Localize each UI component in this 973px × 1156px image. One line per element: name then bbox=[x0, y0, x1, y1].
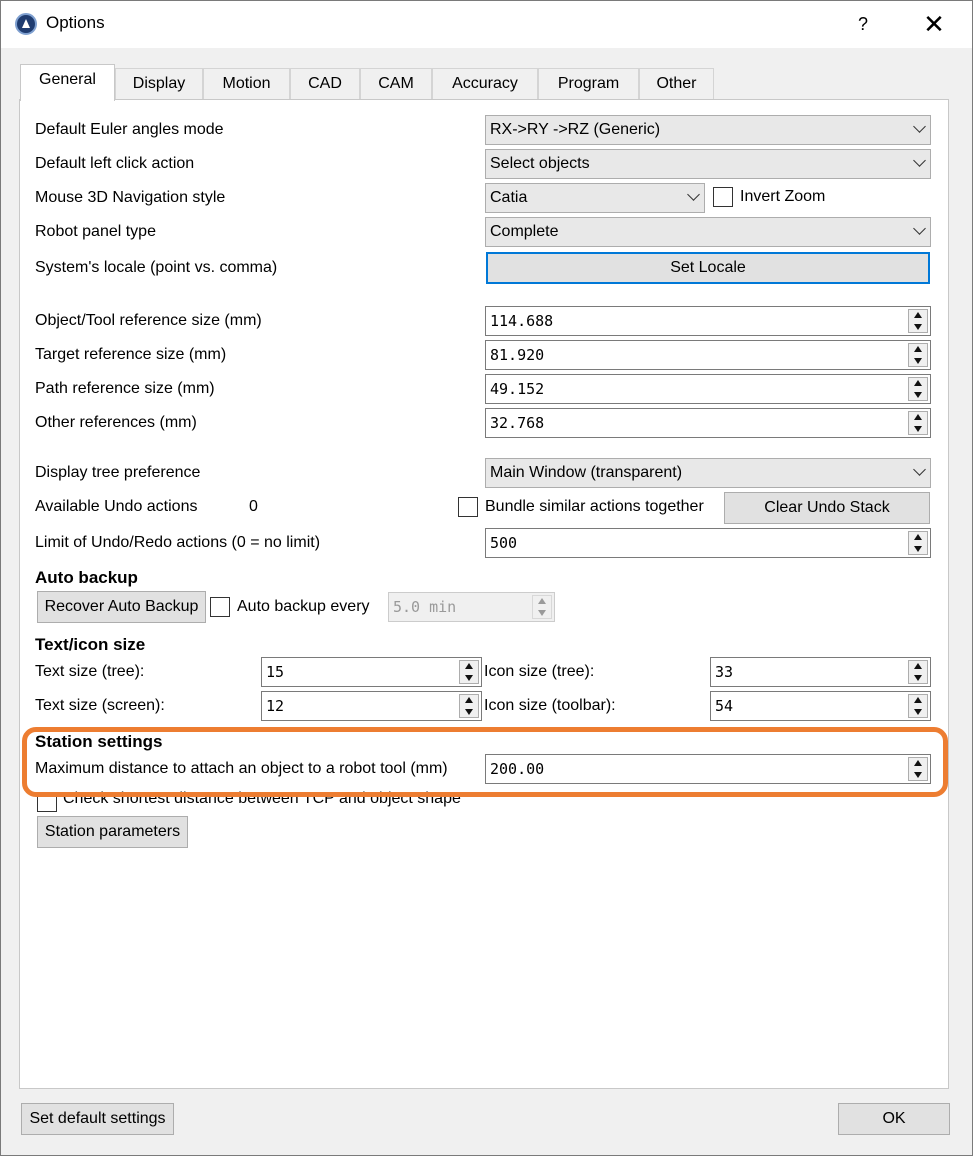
chevron-down-icon bbox=[687, 188, 700, 201]
text-size-screen-label: Text size (screen): bbox=[35, 697, 165, 714]
tab-display[interactable]: Display bbox=[115, 68, 203, 100]
spin-arrows-icon bbox=[532, 595, 552, 619]
tree-pref-select[interactable] bbox=[485, 458, 931, 488]
other-ref-value: 32.768 bbox=[490, 414, 545, 432]
nav-style-label: Mouse 3D Navigation style bbox=[35, 189, 226, 206]
other-ref-label: Other references (mm) bbox=[35, 414, 197, 431]
target-ref-value: 81.920 bbox=[490, 346, 545, 364]
ok-button[interactable]: OK bbox=[838, 1103, 950, 1135]
title-bar bbox=[0, 0, 973, 48]
icon-size-tree-value: 33 bbox=[715, 663, 734, 681]
spin-arrows-icon[interactable] bbox=[908, 411, 928, 435]
spin-arrows-icon[interactable] bbox=[908, 531, 928, 555]
icon-size-tree-input[interactable] bbox=[710, 657, 931, 687]
tab-other[interactable]: Other bbox=[639, 68, 714, 100]
recover-backup-button[interactable]: Recover Auto Backup bbox=[37, 591, 206, 623]
spin-arrows-icon[interactable] bbox=[459, 694, 479, 718]
undo-limit-value: 500 bbox=[490, 534, 518, 552]
euler-mode-select[interactable] bbox=[485, 115, 931, 145]
app-icon bbox=[15, 13, 37, 35]
icon-size-toolbar-value: 54 bbox=[715, 697, 734, 715]
spin-arrows-icon[interactable] bbox=[908, 343, 928, 367]
robot-panel-select[interactable] bbox=[485, 217, 931, 247]
tab-cad[interactable]: CAD bbox=[290, 68, 360, 100]
spin-arrows-icon[interactable] bbox=[459, 660, 479, 684]
undo-limit-label: Limit of Undo/Redo actions (0 = no limit) bbox=[35, 534, 321, 551]
spin-arrows-icon[interactable] bbox=[908, 660, 928, 684]
check-tcp-checkbox[interactable] bbox=[37, 792, 57, 812]
spin-arrows-icon[interactable] bbox=[908, 309, 928, 333]
text-size-screen-value: 12 bbox=[266, 697, 285, 715]
tree-pref-label: Display tree preference bbox=[35, 464, 201, 481]
set-default-button[interactable]: Set default settings bbox=[21, 1103, 174, 1135]
help-button[interactable]: ? bbox=[857, 14, 868, 34]
invert-zoom-checkbox[interactable] bbox=[713, 187, 733, 207]
chevron-down-icon bbox=[913, 154, 926, 167]
left-click-value: Select objects bbox=[490, 155, 590, 172]
text-size-screen-input[interactable] bbox=[261, 691, 482, 721]
tree-pref-value: Main Window (transparent) bbox=[490, 464, 683, 481]
window-title: Options bbox=[46, 13, 105, 32]
nav-style-value: Catia bbox=[490, 189, 528, 206]
chevron-down-icon bbox=[913, 222, 926, 235]
chevron-down-icon bbox=[913, 463, 926, 476]
left-click-label: Default left click action bbox=[35, 155, 195, 172]
text-size-tree-label: Text size (tree): bbox=[35, 663, 145, 680]
set-locale-button[interactable]: Set Locale bbox=[486, 252, 930, 284]
tab-general[interactable]: General bbox=[20, 64, 115, 101]
text-size-tree-value: 15 bbox=[266, 663, 285, 681]
check-tcp-label: Check shortest distance between TCP and object shape bbox=[63, 790, 461, 807]
max-distance-label: Maximum distance to attach an object to a robot tool (mm) bbox=[35, 760, 448, 777]
tab-accuracy[interactable]: Accuracy bbox=[432, 68, 538, 100]
icon-size-toolbar-input[interactable] bbox=[710, 691, 931, 721]
bundle-actions-checkbox[interactable] bbox=[458, 497, 478, 517]
path-ref-input[interactable] bbox=[485, 374, 931, 404]
tab-cam[interactable]: CAM bbox=[360, 68, 432, 100]
euler-mode-value: RX->RY ->RZ (Generic) bbox=[490, 121, 661, 138]
spin-arrows-icon[interactable] bbox=[908, 694, 928, 718]
nav-style-select[interactable] bbox=[485, 183, 705, 213]
station-settings-heading: Station settings bbox=[35, 732, 163, 751]
bundle-actions-label: Bundle similar actions together bbox=[485, 498, 704, 515]
text-icon-heading: Text/icon size bbox=[35, 635, 146, 654]
spin-arrows-icon[interactable] bbox=[908, 377, 928, 401]
max-distance-input[interactable] bbox=[485, 754, 931, 784]
object-ref-value: 114.688 bbox=[490, 312, 554, 330]
object-ref-input[interactable] bbox=[485, 306, 931, 336]
station-parameters-button[interactable]: Station parameters bbox=[37, 816, 188, 848]
auto-backup-interval-input bbox=[388, 592, 555, 622]
chevron-down-icon bbox=[913, 120, 926, 133]
window-border bbox=[0, 48, 1, 1156]
other-ref-input[interactable] bbox=[485, 408, 931, 438]
target-ref-input[interactable] bbox=[485, 340, 931, 370]
undo-limit-input[interactable] bbox=[485, 528, 931, 558]
max-distance-value: 200.00 bbox=[490, 760, 545, 778]
auto-backup-interval-value: 5.0 min bbox=[393, 598, 457, 616]
text-size-tree-input[interactable] bbox=[261, 657, 482, 687]
object-ref-label: Object/Tool reference size (mm) bbox=[35, 312, 262, 329]
undo-count: 0 bbox=[249, 498, 258, 515]
robot-panel-value: Complete bbox=[490, 223, 559, 240]
clear-undo-button[interactable]: Clear Undo Stack bbox=[724, 492, 930, 524]
auto-backup-every-label: Auto backup every bbox=[237, 598, 370, 615]
spin-arrows-icon[interactable] bbox=[908, 757, 928, 781]
target-ref-label: Target reference size (mm) bbox=[35, 346, 227, 363]
path-ref-label: Path reference size (mm) bbox=[35, 380, 215, 397]
close-icon[interactable]: ✕ bbox=[923, 9, 945, 39]
tab-motion[interactable]: Motion bbox=[203, 68, 290, 100]
auto-backup-heading: Auto backup bbox=[35, 568, 138, 587]
undo-available-label: Available Undo actions bbox=[35, 498, 198, 515]
icon-size-tree-label: Icon size (tree): bbox=[484, 663, 595, 680]
invert-zoom-label: Invert Zoom bbox=[740, 188, 826, 205]
auto-backup-checkbox[interactable] bbox=[210, 597, 230, 617]
icon-size-toolbar-label: Icon size (toolbar): bbox=[484, 697, 616, 714]
robot-panel-label: Robot panel type bbox=[35, 223, 156, 240]
path-ref-value: 49.152 bbox=[490, 380, 545, 398]
euler-mode-label: Default Euler angles mode bbox=[35, 121, 224, 138]
tab-program[interactable]: Program bbox=[538, 68, 639, 100]
left-click-select[interactable] bbox=[485, 149, 931, 179]
locale-label: System's locale (point vs. comma) bbox=[35, 259, 278, 276]
